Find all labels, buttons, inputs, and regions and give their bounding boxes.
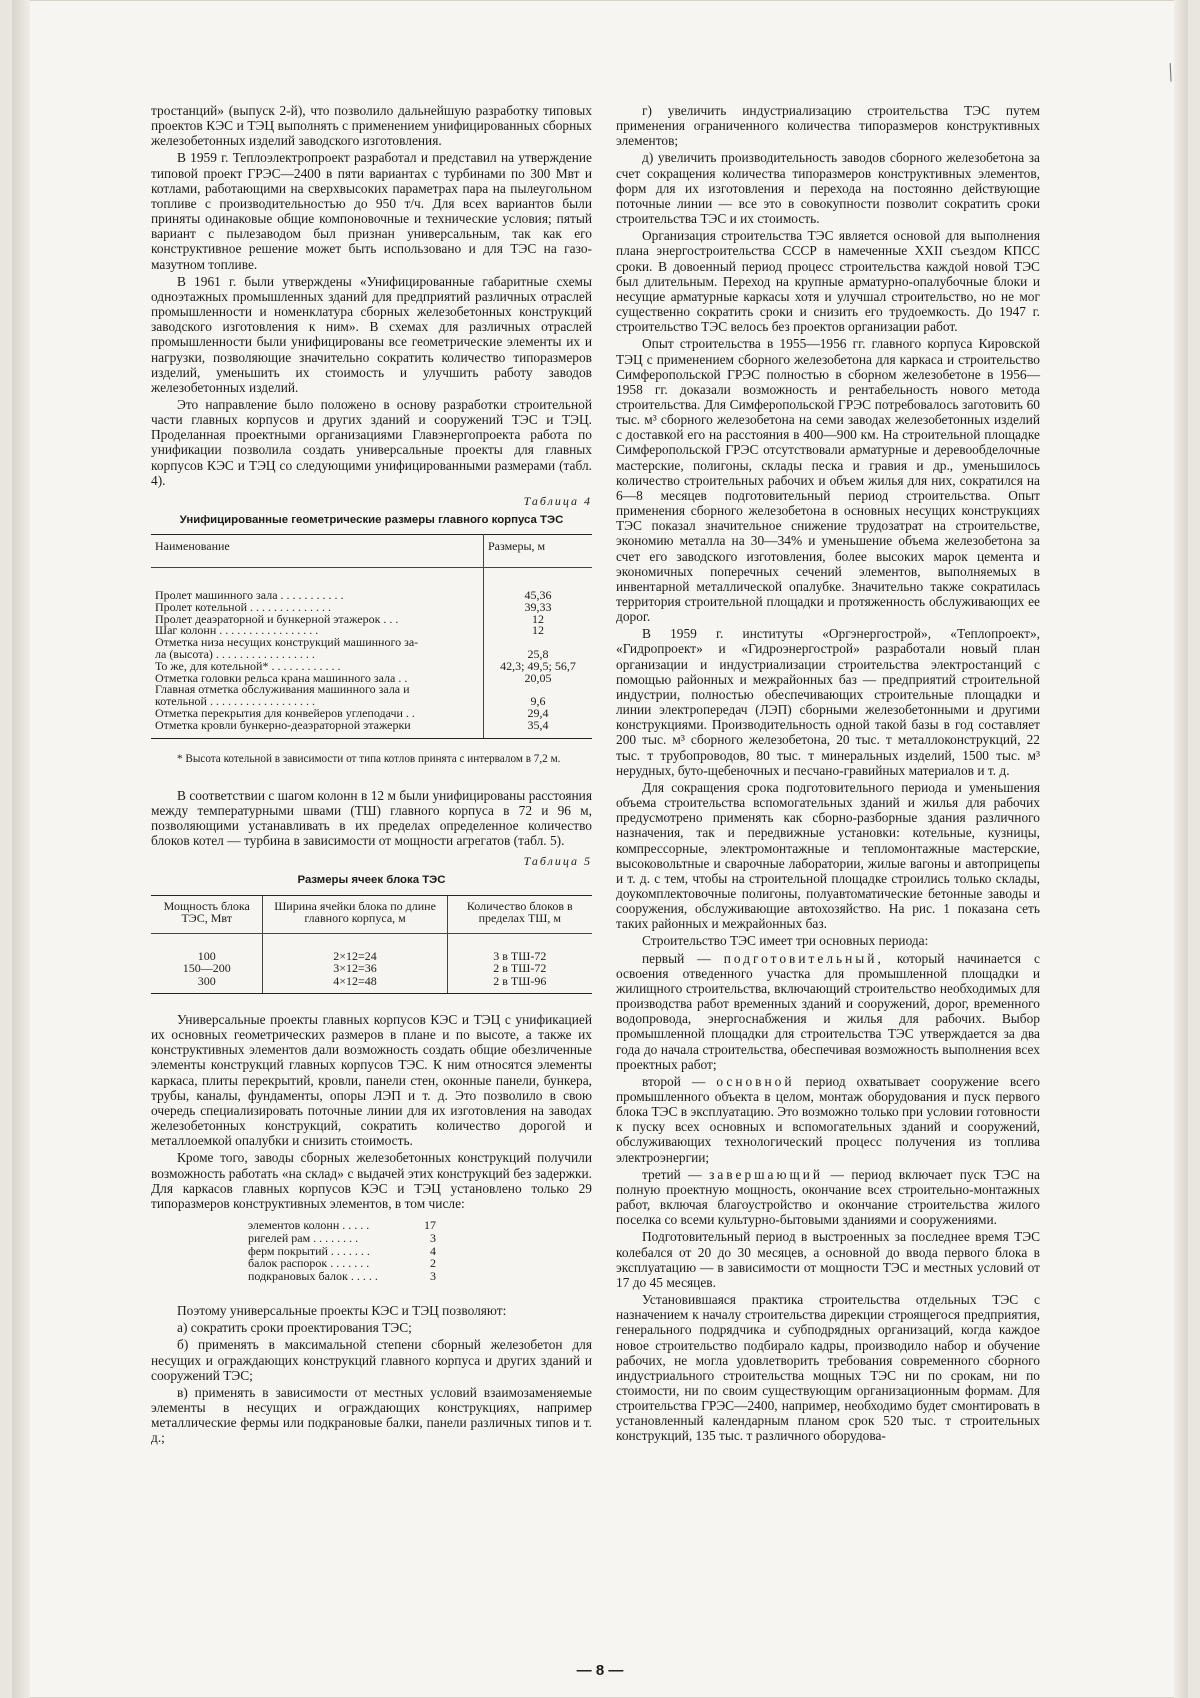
page-number: — 8 — [576, 1662, 624, 1679]
count-label: балок распорок . . . . . . . [248, 1256, 370, 1271]
list-item: а) сократить сроки проектирования ТЭС; [177, 1320, 412, 1336]
table5-cell-count: 2 в ТШ-96 [447, 975, 592, 994]
table5-cell-power: 150—200 [182, 961, 231, 976]
table-row [151, 568, 592, 602]
table4-header-size: Размеры, м [484, 535, 593, 568]
paragraph: Поэтому универсальные проекты КЭС и ТЭЦ позволяют: [177, 1303, 507, 1319]
paragraph: В 1959 г. институты «Оргэнергострой», «Теплопроект», «Гидропроект» и «Гидроэнергострой» разработали новый план организации и индустриализации строительства электростанций с помощью районных и межрайонных баз — предприятий строительной индустрии, полностью обеспечивающих строительные площадки и линии электропередач (ЛЭП) сборными железобетонными и другими конструкциями. Производительность одной такой базы в год составляет 200 тыс. м³ сборного железобетона, 20 тыс. т металлоконструкций, 22 тыс. т трубопроводов, 80 тыс. т минеральных изделий, 1500 тыс. м³ нерудных, буто-щебеночных и песчано-гравийных материалов и т. д. [616, 626, 1040, 778]
table4-cell-name: котельной . . . . . . . . . . . . . . . . . . [151, 696, 484, 708]
period-third-text: — период включает пуск ТЭС на полную проектную мощность, окончание всех строительно-монтажных работ, включая благоустройство и окончание строительства жилого поселка со всеми культурно-бытовыми зданиями и сооружениями. [616, 1166, 1040, 1228]
table5-cell-width: 3×12=36 [263, 962, 447, 975]
paragraph: Подготовительный период в выстроенных за последнее время ТЭС колебался от 20 до 30 месяцев, а основной до ввода первого блока в эксплуатацию — в зависимости от мощности ТЭС и местных условий от 17 до 45 месяцев. [616, 1229, 1040, 1290]
paragraph: В 1961 г. были утверждены «Унифицированные габаритные схемы одноэтажных промышленных зданий для предприятий различных отраслей промышленности и номенклатура сборных железобетонных конструкций заводского изготовления к ним». В схемах для различных отраслей промышленности были унифицированы все геометрические элементы их и нагрузки, позволяющие значительно сократить количество типоразмеров изделий, уменьшить их стоимость и улучшить работу заводов железобетонных изделий. [151, 273, 592, 395]
table-row [151, 975, 592, 994]
paragraph: Для сокращения срока подготовительного периода и уменьшения объема строительства вспомогательных зданий и жилья для рабочих предусмотрено применять как сборно-разборные здания различного назначения, так и передвижные установки: котельные, кузницы, компрессорные, электромонтажные и тепломонтажные мастерские, высоковольтные и сварочные лаборатории, жилые вагоны и автоприцепы и т. д. с тем, чтобы на строительной площадке строились только склады, доукомплектовочные полигоны, полуавтоматические бетонные заводы и сооружения, обслуживающие автохозяйство. На рис. 1 показана сеть таких районных и межрайонных баз. [616, 779, 1040, 932]
table4-cell-name: Пролет котельной . . . . . . . . . . . . . . [151, 602, 484, 614]
paragraph: В 1959 г. Теплоэлектропроект разработал и представил на утверждение типовой проект ГРЭС—2400 в пяти вариантах с турбинами по 300 Мвт и котлами, работающими на сверхвысоких параметрах пара на пылеугольном топливе с производительностью до 950 т/ч. Для всех вариантов были приняты одинаковые общие компоновочные и технические условия; пятый вариант с пылезаводом был признан универсальным, так как его конструктивное решение может быть использовано и для ТЭС на газо-мазутном топливе. [151, 150, 592, 272]
period-second-label: второй — [642, 1073, 706, 1089]
table4-cell-name: ла (высота) . . . . . . . . . . . . . . . . . [151, 649, 484, 661]
count-label: ригелей рам . . . . . . . . [248, 1230, 359, 1245]
table4-cell-value: 39,33 [524, 599, 552, 614]
paragraph: Это направление было положено в основу разработки строительной части главных корпусов и других зданий и сооружений ТЭС и ТЭЦ. Проделанная проектными организациями Главэнергопроекта работа по унификации позволила создать универсальные проекты для главных корпусов КЭС и ТЭЦ со следующими унифицированными размерами (табл. 4). [151, 396, 592, 488]
table4 [151, 534, 592, 738]
table5 [151, 895, 592, 995]
list-item [248, 1232, 436, 1245]
list-item: г) увеличить индустриализацию строительства ТЭС путем применения ограниченного количества типоразмеров конструктивных элементов; [616, 103, 1040, 149]
table5-cell-width: 4×12=48 [263, 975, 447, 994]
count-value: 2 [430, 1256, 436, 1271]
left-column [151, 103, 592, 1447]
list-item [248, 1219, 436, 1232]
table4-cell-value: 42,3; 49,5; 56,7 [500, 658, 576, 673]
paragraph: Опыт строительства в 1955—1956 гг. главного корпуса Кировской ТЭЦ с применением сборного железобетона для каркаса и строительство Симферопольской ГРЭС полностью в сборном железобетоне в 1956—1958 гг. доказали возможность и рентабельность нового метода строительства. Для Симферопольской ГРЭС потребовалось заготовить 60 тыс. м³ сборного железобетона на семи заводах железобетонных изделий с доставкой его на расстояния в 400—900 км. На строительной площадке Симферопольской ГРЭС отсутствовали арматурные и деревообделочные мастерские, полигоны, склады песка и гравия и др., уменьшилось количество строительных рабочих и объем жилья для них, сократился на 6—8 месяцев подготовительный период строительства. Опыт применения сборного железобетона в основных несущих конструкциях ТЭС показал значительное снижение трудозатрат на строительстве, экономию металла на 30—34% и уменьшение объема железобетона за счет его заводского изготовления, более высоких марок цемента и экономичных поперечных сечений элементов, выполняемых в инвентарной металлической опалубке. Значительно также сократилась территория строительной площадки и протяженность обслуживающих ее дорог. [616, 336, 1040, 625]
table4-cell-name: То же, для котельной* . . . . . . . . . . . . [151, 661, 484, 673]
period-item-second [616, 1074, 1040, 1165]
table4-cell-value: 9,6 [530, 694, 546, 709]
period-first-label: первый — [642, 950, 711, 966]
table5-caption: Размеры ячеек блока ТЭС [297, 874, 446, 887]
paragraph: Кроме того, заводы сборных железобетонных конструкций получили возможность работать «на склад» с выдачей этих конструкций без задержки. Для каркасов главных корпусов КЭС и ТЭЦ установлено только 29 типоразмеров конструктивных элементов, в том числе: [151, 1150, 592, 1211]
period-third-label: третий — [642, 1166, 702, 1182]
list-item: д) увеличить производительность заводов сборного железобетона за счет сокращения количества типоразмеров конструктивных элементов, форм для их изготовления и перехода на постоянно действующие поточные линии — все это в совокупности позволит сократить сроки строительства ТЭС и их стоимость. [616, 150, 1040, 227]
paragraph: тростанций» (выпуск 2-й), что позволило дальнейшую разработку типовых проектов КЭС и ТЭЦ выполнять с применением унифицированных сборных железобетонных изделий заводского изготовления. [151, 103, 592, 149]
page-edge-left [12, 0, 30, 1698]
count-value: 4 [430, 1243, 436, 1258]
paragraph: Организация строительства ТЭС является основой для выполнения плана энергостроительства СССР в намеченные XXII съездом КПСС сроки. В довоенный период процесс строительства каждой новой ТЭС был длительным. Переход на крупные арматурно-опалубочные блоки и несущие арматурные каркасы хотя и улучшал строительство, но не мог существенно сократить сроки и снизить его трудоемкость. До 1947 г. строительство ТЭС велось без проектов организации работ. [616, 228, 1040, 335]
table5-cell-width: 2×12=24 [263, 933, 447, 962]
period-first-name: подготовительный, [723, 950, 884, 966]
table4-cell-name: Пролет деаэраторной и бункерной этажерок . . . [151, 614, 484, 626]
paragraph: В соответствии с шагом колонн в 12 м были унифицированы расстояния между температурными швами (ТШ) главного корпуса в 72 и 96 м, позволяющими устанавливать в их пределах определенное количество блоков котел — турбина в зависимости от мощности агрегатов (табл. 5). [151, 787, 592, 849]
count-label: элементов колонн . . . . . [248, 1218, 370, 1233]
pencil-mark-icon: ╱ [1163, 64, 1179, 83]
table4-cell-name: Главная отметка обслуживания машинного зала и [151, 684, 484, 696]
list-item [248, 1270, 436, 1283]
paragraph: Установившаяся практика строительства отдельных ТЭС с назначением к началу строительства дирекции строящегося предприятия, генерального подрядчика и субподрядных организаций, когда каждое новое строительство подбирало кадры, производило набор и обучение рабочих, не могла удовлетворить требования современного сборного индустриального строительства мощных ТЭС ни по срокам, ни по стоимости, ни по своим существующим организационным формам. Для строительства ГРЭС—2400, например, необходимо будет смонтировать в установленный календарным планом срок 520 тыс. т строительных конструкций, 135 тыс. т различного оборудова- [616, 1292, 1040, 1444]
table4-cell-name: Отметка головки рельса крана машинного зала . . [151, 673, 484, 685]
table4-cell-name: Отметка кровли бункерно-деаэраторной этажерки [151, 720, 484, 738]
table5-header-count: Количество блоков в пределах ТШ, м [447, 895, 592, 933]
count-label: ферм покрытий . . . . . . . [248, 1243, 370, 1258]
page-edge-right [1174, 0, 1188, 1698]
list-item: в) применять в зависимости от местных условий взаимозаменяемые элементы в несущих и ограждающих конструкциях, например металлические фермы или подкрановые балки, панели различных типов и т. д.; [151, 1384, 592, 1446]
count-value: 3 [430, 1230, 436, 1245]
table4-cell-value: 12 [532, 611, 544, 626]
table4-caption: Унифицированные геометрические размеры главного корпуса ТЭС [179, 514, 564, 527]
table5-cell-count: 3 в ТШ-72 [447, 933, 592, 962]
table5-cell-count: 2 в ТШ-72 [447, 962, 592, 975]
table4-cell-value: 20,05 [524, 670, 552, 685]
table4-cell-name: Шаг колонн . . . . . . . . . . . . . . . . . [151, 625, 484, 637]
table4-cell-name: Отметка низа несущих конструкций машинного за- [151, 637, 484, 649]
table4-number: Таблица 4 [523, 493, 592, 508]
table4-cell-value: 45,36 [524, 588, 552, 603]
table5-cell-power: 300 [151, 975, 263, 994]
period-second-name: основной [716, 1073, 795, 1089]
table4-cell-value: 35,4 [484, 720, 593, 738]
table5-header-power: Мощность блока ТЭС, Мвт [151, 895, 263, 933]
element-count-list [248, 1219, 592, 1283]
period-third-name: завершающий [709, 1166, 824, 1182]
table5-number: Таблица 5 [523, 854, 592, 869]
table4-cell-value: 29,4 [527, 705, 549, 720]
paragraph: Универсальные проекты главных корпусов КЭС и ТЭЦ с унификацией их основных геометрических размеров в плане и по высоте, а также их конструктивных элементов дали возможность создать общие обезличенные элементы конструкций главных корпусов ТЭС. К ним относятся элементы каркаса, плиты перекрытий, кровли, панели стен, оконные панели, бункера, трубы, каналы, фундаменты, опоры ЛЭП и т. д. Это позволило в свою очередь специализировать поточные линии для их изготовления на заводах железобетонных конструкций, сократить количество дорогой и металлоемкой опалубки и снизить стоимость. [151, 1012, 592, 1149]
count-value: 17 [424, 1218, 436, 1233]
table-row [151, 962, 592, 975]
table4-footnote: * Высота котельной в зависимости от типа котлов принята с интервалом в 7,2 м. [177, 752, 561, 765]
table4-cell-name: Пролет машинного зала . . . . . . . . . . . [151, 568, 484, 602]
count-label: подкрановых балок . . . . . [248, 1269, 378, 1284]
table-row [151, 720, 592, 738]
table5-header-width: Ширина ячейки блока по длине главного корпуса, м [263, 895, 447, 933]
period-item-third [616, 1167, 1040, 1228]
period-item-first [616, 951, 1040, 1072]
count-value: 3 [430, 1269, 436, 1284]
period-second-text: период охватывает сооружение всего промышленного объекта в целом, монтаж оборудования и пуск первого блока ТЭС в эксплуатацию. Это возможно только при условии готовности к пуску всех основных и вспомогательных зданий и сооружений, обслуживающих технологический процесс получения из топлива электроэнергии; [616, 1073, 1041, 1165]
right-column [616, 103, 1040, 1446]
table5-cell-power: 100 [197, 948, 216, 963]
table4-cell-name: Отметка перекрытия для конвейеров углеподачи . . [151, 708, 484, 720]
table4-cell-value: 25,8 [527, 647, 549, 661]
table4-header-name: Наименование [151, 535, 484, 568]
period-first-text: который начинается с освоения отведенного участка для промышленной площадки и жилищного строительства, включающий строительство необходимых для производства работ временных зданий и сооружений, дорог, временного водопровода, энергоснабжения и жилья для рабочих. Выбор промышленной площадки для строительства ТЭС утверждается за два года до начала строительства, обеспечивая возможность выполнения всех проектных работ; [616, 950, 1041, 1072]
table4-cell-value: 12 [532, 623, 544, 638]
table-row [151, 933, 592, 962]
paragraph: Строительство ТЭС имеет три основных периода: [642, 933, 929, 949]
list-item: б) применять в максимальной степени сборный железобетон для несущих и ограждающих конструкций главного корпуса и других зданий и сооружений ТЭС; [151, 1337, 592, 1383]
